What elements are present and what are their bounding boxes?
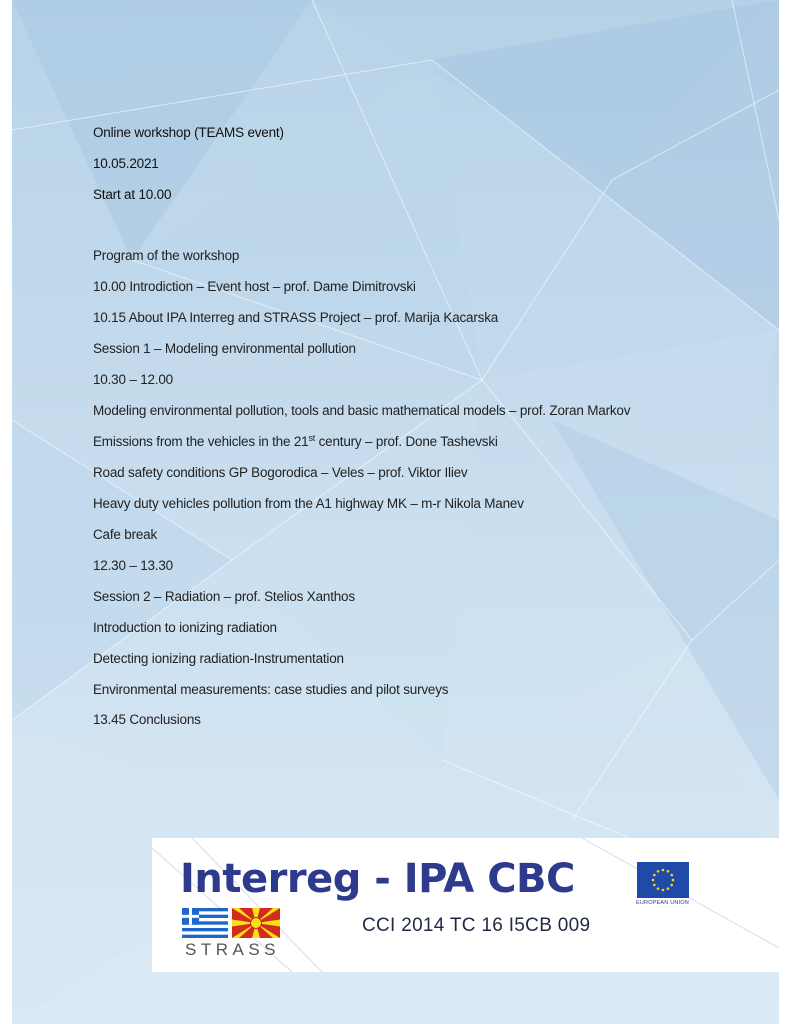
- program-item: 10.15 About IPA Interreg and STRASS Project – prof. Marija Kacarska: [93, 310, 499, 325]
- logo-panel: [152, 838, 779, 972]
- event-date: 10.05.2021: [93, 156, 159, 171]
- program-item: Detecting ionizing radiation-Instrumentation: [93, 651, 344, 666]
- greece-flag-icon: [182, 908, 228, 938]
- program-title: Program of the workshop: [93, 248, 240, 263]
- programme-code: CCI 2014 TC 16 I5CB 009: [362, 915, 591, 936]
- ordinal-suffix: st: [308, 433, 316, 443]
- north-macedonia-flag-icon: [232, 908, 280, 938]
- session-heading: Session 1 – Modeling environmental pollution: [93, 341, 356, 356]
- program-item: 13.45 Conclusions: [93, 712, 201, 727]
- program-item: Road safety conditions GP Bogorodica – Veles – prof. Viktor Iliev: [93, 465, 468, 480]
- program-item: 10.00 Introdiction – Event host – prof. Dame Dimitrovski: [93, 279, 416, 294]
- session-time: 10.30 – 12.00: [93, 372, 173, 387]
- session-heading: Session 2 – Radiation – prof. Stelios Xanthos: [93, 589, 355, 604]
- interreg-logo-title: Interreg - IPA CBC: [180, 856, 575, 902]
- eu-flag-icon: [637, 862, 689, 898]
- session-time: 12.30 – 13.30: [93, 558, 173, 573]
- program-item: Cafe break: [93, 527, 158, 542]
- eu-label: EUROPEAN UNION: [636, 900, 689, 906]
- program-item-text: century – prof. Done Tashevski: [315, 434, 498, 449]
- program-item: Modeling environmental pollution, tools and basic mathematical models – prof. Zoran Markov: [93, 403, 631, 418]
- event-type: Online workshop (TEAMS event): [93, 125, 284, 140]
- strass-project-label: STRASS: [185, 940, 281, 959]
- program-item: [93, 434, 498, 449]
- program-item: Environmental measurements: case studies and pilot surveys: [93, 682, 449, 697]
- event-start-time: Start at 10.00: [93, 187, 172, 202]
- program-item: Heavy duty vehicles pollution from the A1 highway MK – m-r Nikola Manev: [93, 496, 524, 511]
- program-item: Introduction to ionizing radiation: [93, 620, 277, 635]
- program-item-text: Emissions from the vehicles in the 21: [93, 434, 309, 449]
